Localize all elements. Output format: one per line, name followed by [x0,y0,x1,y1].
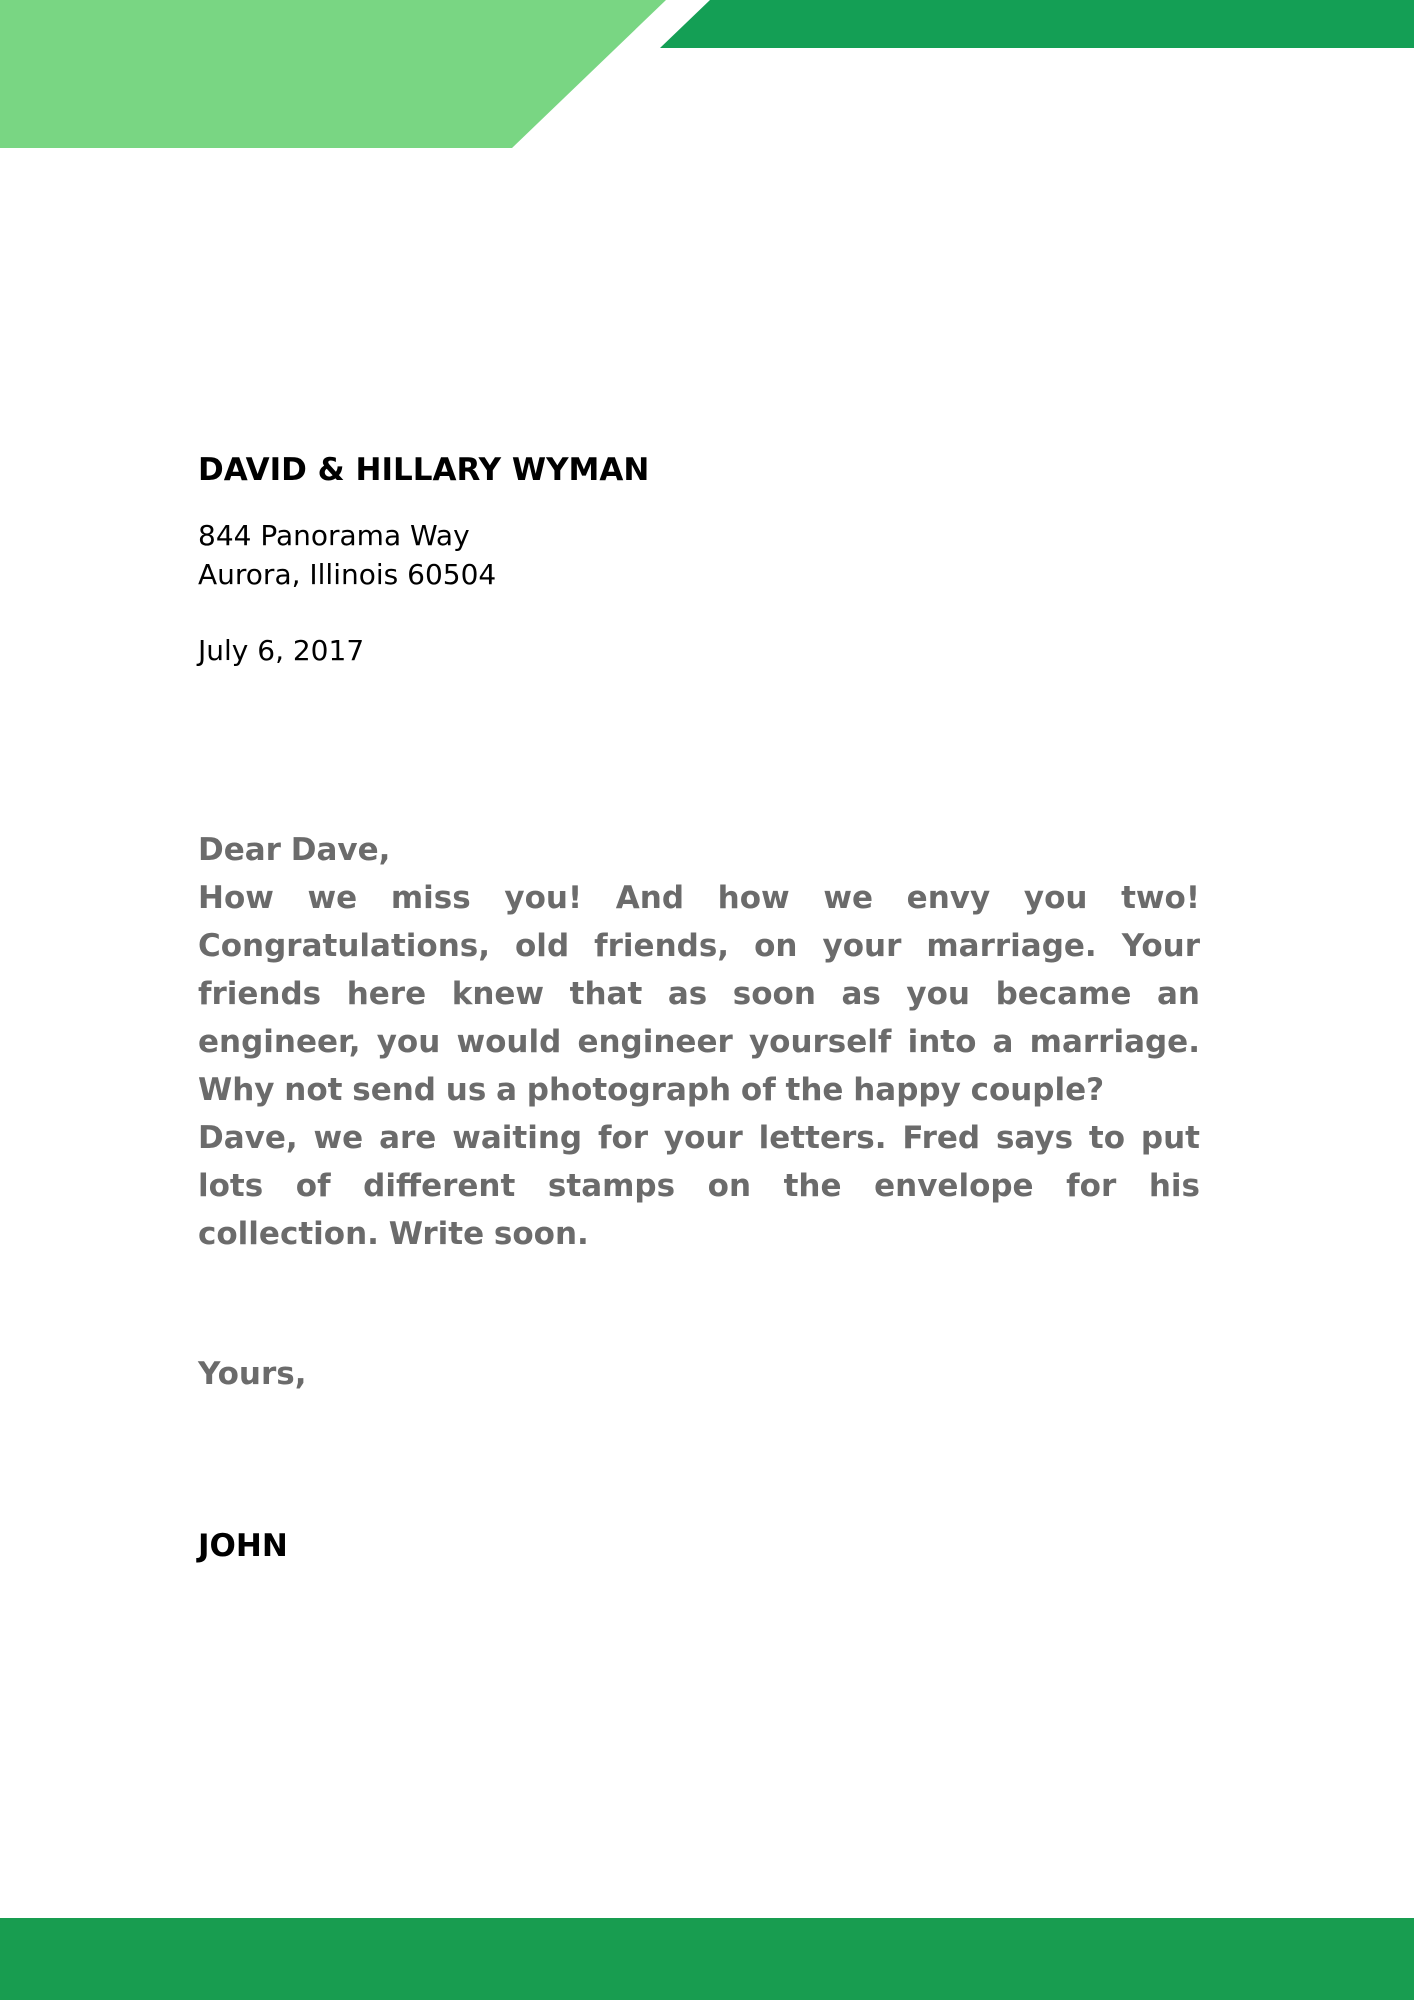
body-paragraph-1: How we miss you! And how we envy you two! Congratulations, old friends, on your marriage. Your friends here knew that as soon as you became an engineer, you would engineer yourself into a marriage. Why not send us a photograph of the happy couple? [198,880,1200,1108]
address-line-1: 844 Panorama Way [198,519,470,552]
footer-green-bar [0,1918,1414,2000]
header-dark-green-band [660,0,1414,48]
letter-date: July 6, 2017 [198,634,365,667]
address-line-2: Aurora, Illinois 60504 [198,558,497,591]
letter-body [198,826,1200,1258]
signature: JOHN [198,1528,288,1564]
closing: Yours, [198,1356,307,1392]
sender-name: DAVID & HILLARY WYMAN [198,452,650,488]
header-decoration [0,0,1414,150]
body-paragraph-2: Dave, we are waiting for your letters. Fred says to put lots of different stamps on the envelope for his collection. Write soon. [198,1120,1200,1252]
header-light-green-shape [0,0,666,148]
salutation: Dear Dave, [198,832,391,868]
sender-address [198,516,1200,594]
